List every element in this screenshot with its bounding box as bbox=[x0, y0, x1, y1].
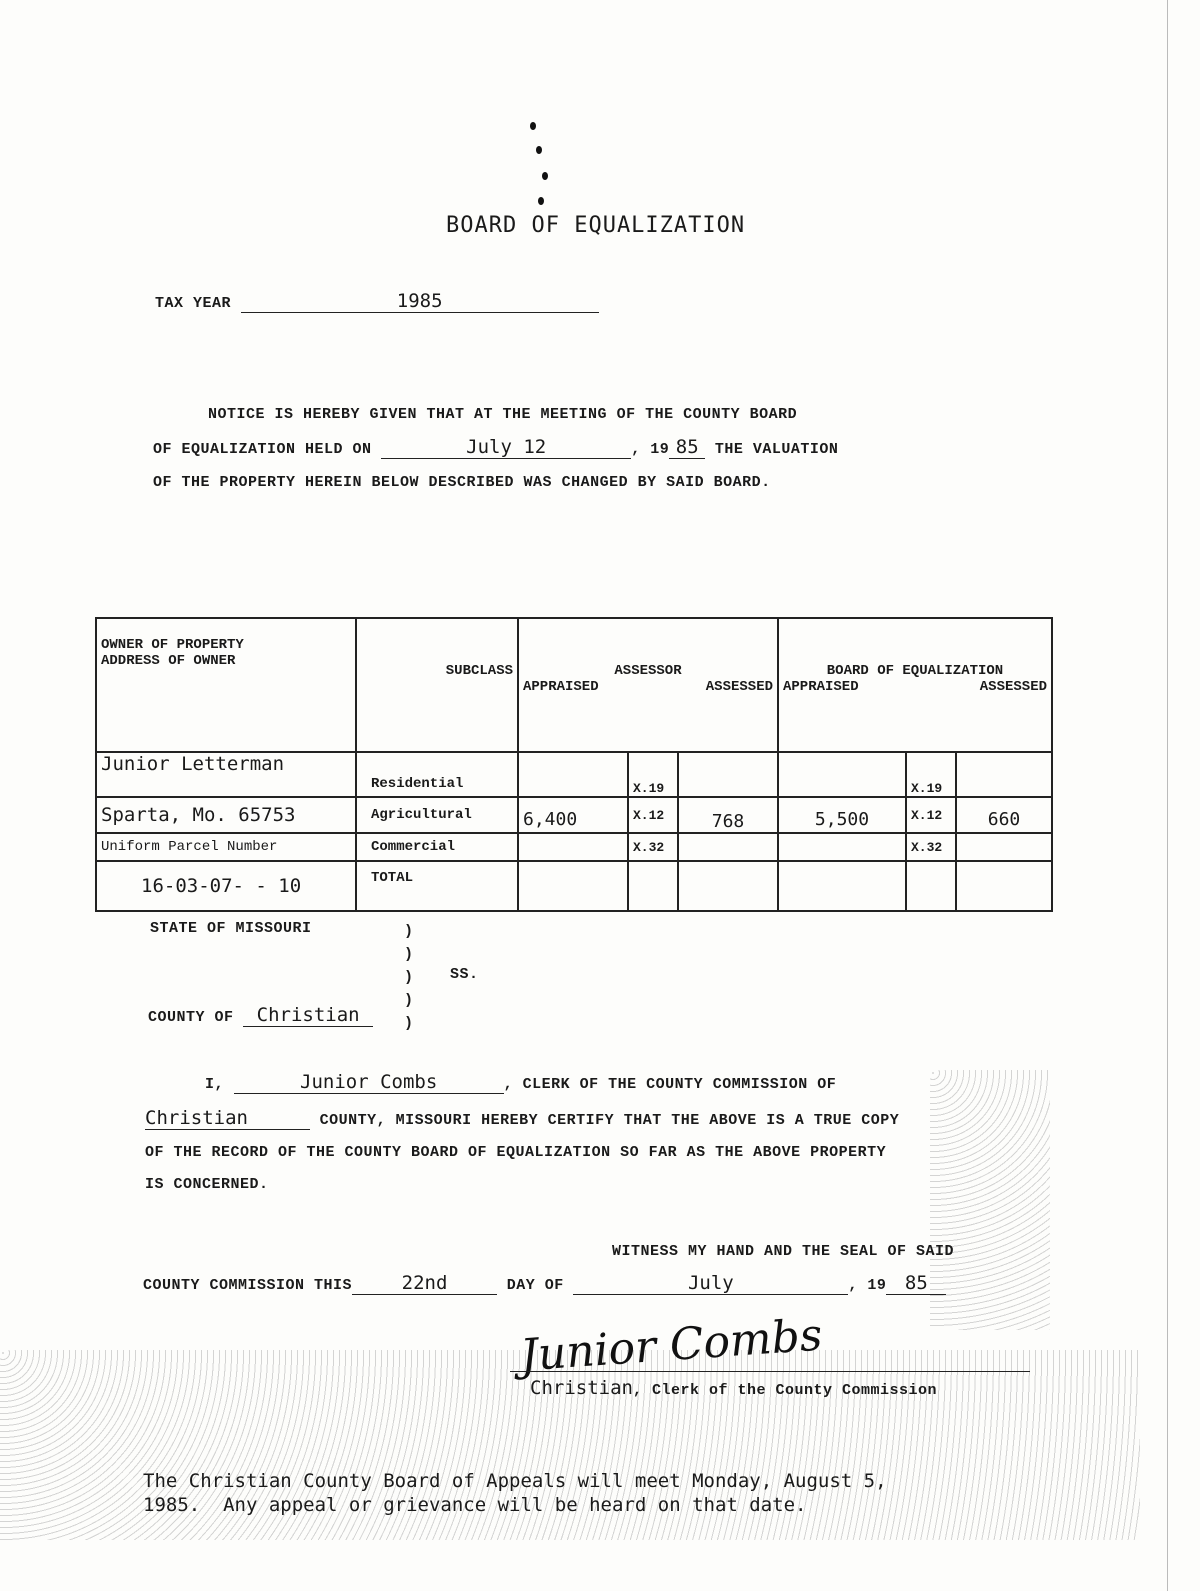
board-appraised-cell bbox=[778, 752, 906, 797]
assessor-appraised-cell: 6,400 bbox=[518, 797, 628, 833]
ss-label: SS. bbox=[450, 966, 479, 983]
board-rate-cell: X.19 bbox=[906, 752, 956, 797]
board-appraised-header: APPRAISED bbox=[783, 679, 859, 695]
board-rate-cell: X.32 bbox=[906, 833, 956, 861]
notice-line-3: OF THE PROPERTY HEREIN BELOW DESCRIBED WAS CHANGED BY SAID BOARD. bbox=[153, 474, 771, 491]
notice-held-on-label: OF EQUALIZATION HELD ON bbox=[153, 441, 372, 458]
subclass-cell: Residential bbox=[356, 752, 518, 797]
page-edge bbox=[1167, 0, 1168, 1591]
tax-year-label: TAX YEAR bbox=[155, 295, 232, 312]
certification-text: COUNTY, MISSOURI HEREBY CERTIFY THAT THE ABOVE IS A TRUE COPY bbox=[319, 1112, 900, 1129]
tax-year-value: 1985 bbox=[241, 290, 599, 313]
notice-valuation-label: THE VALUATION bbox=[714, 441, 839, 458]
certification-line-1 bbox=[205, 1071, 836, 1094]
witness-month: July bbox=[573, 1272, 848, 1295]
board-subheaders bbox=[783, 679, 1047, 695]
property-valuation-table bbox=[95, 617, 1053, 912]
page-title: BOARD OF EQUALIZATION bbox=[446, 213, 746, 238]
parcel-number: 16-03-07- - 10 bbox=[96, 861, 356, 911]
address-header: ADDRESS OF OWNER bbox=[101, 653, 236, 669]
assessor-assessed-header: ASSESSED bbox=[705, 679, 773, 695]
board-header-cell bbox=[778, 618, 1052, 752]
owner-name: Junior Letterman bbox=[96, 752, 356, 797]
board-assessed-cell bbox=[956, 861, 1052, 911]
assessor-rate-cell: X.19 bbox=[628, 752, 678, 797]
parcel-label: Uniform Parcel Number bbox=[96, 833, 356, 861]
table-row bbox=[96, 833, 1052, 861]
notice-line-2 bbox=[153, 436, 838, 459]
clerk-name: Junior Combs bbox=[234, 1071, 504, 1094]
state-label: STATE OF MISSOURI bbox=[150, 920, 312, 937]
assessor-rate-cell bbox=[628, 861, 678, 911]
subclass-cell: Commercial bbox=[356, 833, 518, 861]
certification-line-3: OF THE RECORD OF THE COUNTY BOARD OF EQUALIZATION SO FAR AS THE ABOVE PROPERTY bbox=[145, 1144, 887, 1161]
assessor-subheaders bbox=[523, 679, 773, 695]
punch-mark bbox=[536, 146, 542, 154]
assessor-header-cell bbox=[518, 618, 778, 752]
witness-line-1: WITNESS MY HAND AND THE SEAL OF SAID bbox=[612, 1243, 955, 1260]
assessor-appraised-header: APPRAISED bbox=[523, 679, 599, 695]
witness-year: 85 bbox=[886, 1272, 946, 1295]
table-row bbox=[96, 861, 1052, 911]
subclass-cell: TOTAL bbox=[356, 861, 518, 911]
certification-county: Christian bbox=[145, 1107, 310, 1130]
year-prefix: , 19 bbox=[631, 441, 670, 458]
board-assessed-cell: 660 bbox=[956, 797, 1052, 833]
witness-year-prefix: , 19 bbox=[848, 1277, 887, 1294]
board-appraised-cell bbox=[778, 833, 906, 861]
owner-address: Sparta, Mo. 65753 bbox=[96, 797, 356, 833]
assessor-assessed-cell bbox=[678, 752, 778, 797]
assessor-appraised-cell bbox=[518, 833, 628, 861]
witness-day: 22nd bbox=[352, 1272, 497, 1295]
assessor-assessed-cell bbox=[678, 861, 778, 911]
witness-prefix: COUNTY COMMISSION THIS bbox=[143, 1277, 353, 1294]
meeting-date: July 12 bbox=[381, 436, 631, 459]
board-assessed-cell bbox=[956, 752, 1052, 797]
board-appraised-cell bbox=[778, 861, 906, 911]
venue-brackets: ) ) ) ) ) bbox=[404, 923, 414, 1032]
subclass-header: SUBCLASS bbox=[356, 618, 518, 752]
i-label: I, bbox=[205, 1076, 225, 1093]
footer-line-2: 1985. Any appeal or grievance will be heard on that date. bbox=[143, 1494, 807, 1516]
table-row bbox=[96, 752, 1052, 797]
clerk-title-text: , CLERK OF THE COUNTY COMMISSION OF bbox=[503, 1076, 837, 1093]
signature-line bbox=[510, 1371, 1030, 1372]
punch-mark bbox=[530, 122, 536, 130]
certification-line-4: IS CONCERNED. bbox=[145, 1176, 269, 1193]
table-row bbox=[96, 797, 1052, 833]
assessor-assessed-cell bbox=[678, 833, 778, 861]
assessor-assessed-cell: 768 bbox=[678, 797, 778, 833]
tax-year-row bbox=[155, 290, 599, 313]
punch-mark bbox=[538, 197, 544, 205]
table-header-row bbox=[96, 618, 1052, 752]
county-value: Christian bbox=[243, 1004, 373, 1027]
meeting-year: 85 bbox=[669, 436, 705, 459]
notice-line-1: NOTICE IS HEREBY GIVEN THAT AT THE MEETING OF THE COUNTY BOARD bbox=[208, 406, 798, 423]
subclass-cell: Agricultural bbox=[356, 797, 518, 833]
owner-header: OWNER OF PROPERTY bbox=[101, 637, 244, 653]
witness-day-of: DAY OF bbox=[506, 1277, 564, 1294]
assessor-rate-cell: X.12 bbox=[628, 797, 678, 833]
footer-line-1: The Christian County Board of Appeals will meet Monday, August 5, bbox=[143, 1470, 887, 1492]
board-rate-cell bbox=[906, 861, 956, 911]
board-assessed-cell bbox=[956, 833, 1052, 861]
punch-mark bbox=[542, 172, 548, 180]
assessor-header: ASSESSOR bbox=[614, 663, 682, 679]
witness-line-2 bbox=[143, 1272, 946, 1295]
signature-caption bbox=[530, 1377, 937, 1399]
scan-noise bbox=[930, 1070, 1050, 1330]
board-header: BOARD OF EQUALIZATION bbox=[826, 663, 1004, 679]
board-appraised-cell: 5,500 bbox=[778, 797, 906, 833]
owner-header-cell bbox=[96, 618, 356, 752]
certification-line-2 bbox=[145, 1107, 899, 1130]
clerk-signature: Junior Combs bbox=[518, 1309, 824, 1382]
assessor-rate-cell: X.32 bbox=[628, 833, 678, 861]
board-rate-cell: X.12 bbox=[906, 797, 956, 833]
assessor-appraised-cell bbox=[518, 861, 628, 911]
county-label: COUNTY OF bbox=[148, 1009, 234, 1026]
board-assessed-header: ASSESSED bbox=[979, 679, 1047, 695]
signature-county: Christian bbox=[530, 1377, 633, 1399]
assessor-appraised-cell bbox=[518, 752, 628, 797]
signature-title: , Clerk of the County Commission bbox=[632, 1382, 937, 1399]
county-row bbox=[148, 1004, 373, 1027]
